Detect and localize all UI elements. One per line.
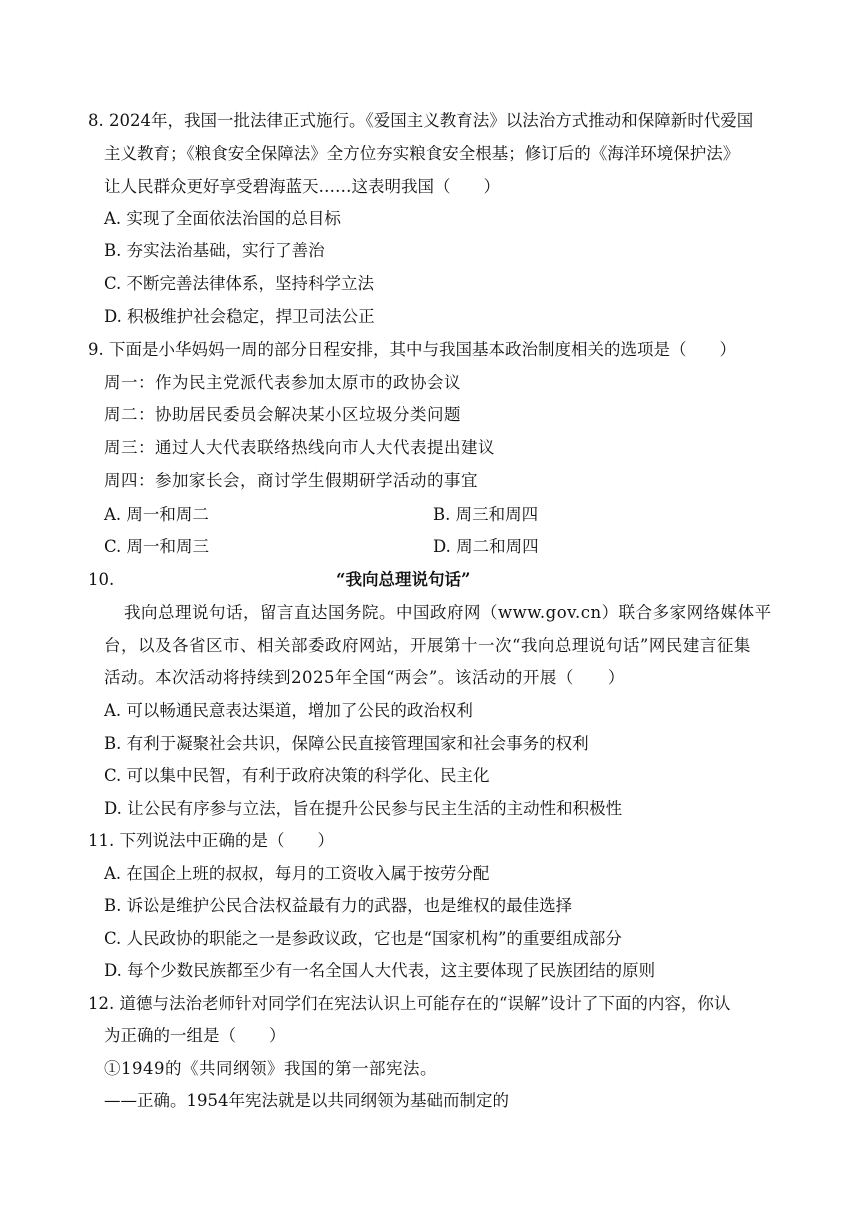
q9-schedule-monday: 周一：作为民主党派代表参加太原市的政协会议 bbox=[104, 373, 461, 392]
q10-option-c: C. 可以集中民智，有利于政府决策的科学化、民主化 bbox=[104, 766, 490, 785]
q8-stem-line-1: 8. 2024年，我国一批法律正式施行。《爱国主义教育法》以法治方式推动和保障新时代爱国 bbox=[88, 111, 754, 130]
q8-option-c: C. 不断完善法律体系，坚持科学立法 bbox=[104, 274, 375, 293]
q11-option-b: B. 诉讼是维护公民合法权益最有力的武器，也是维权的最佳选择 bbox=[104, 896, 573, 915]
q11-option-d: D. 每个少数民族都至少有一名全国人大代表，这主要体现了民族团结的原则 bbox=[104, 961, 656, 980]
q12-answer-1: ——正确。1954年宪法就是以共同纲领为基础而制定的 bbox=[104, 1091, 509, 1110]
q12-stem-line-1: 12. 道德与法治老师针对同学们在宪法认识上可能存在的“误解”设计了下面的内容，你认 bbox=[88, 994, 731, 1013]
q8-stem-line-2: 主义教育；《粮食安全保障法》全方位夯实粮食安全根基；修订后的《海洋环境保护法》 bbox=[104, 144, 740, 163]
q10-option-a: A. 可以畅通民意表达渠道，增加了公民的政治权利 bbox=[104, 701, 473, 720]
q10-option-d: D. 让公民有序参与立法，旨在提升公民参与民主生活的主动性和积极性 bbox=[104, 799, 623, 818]
q8-option-d: D. 积极维护社会稳定，捍卫司法公正 bbox=[104, 307, 375, 326]
q10-number: 10. bbox=[88, 570, 115, 589]
q10-passage-line-1: 我向总理说句话，留言直达国务院。中国政府网（www.gov.cn）联合多家网络媒体平 bbox=[124, 603, 772, 622]
q12-item-1: ①1949的《共同纲领》我国的第一部宪法。 bbox=[104, 1059, 437, 1078]
q10-passage-line-3: 活动。本次活动将持续到2025年全国“两会”。该活动的开展（ ） bbox=[104, 668, 625, 687]
q8-option-a: A. 实现了全面依法治国的总目标 bbox=[104, 209, 341, 228]
q11-option-a: A. 在国企上班的叔叔，每月的工资收入属于按劳分配 bbox=[104, 864, 490, 883]
q9-option-a: A. 周一和周二 bbox=[104, 505, 209, 524]
q9-option-b: B. 周三和周四 bbox=[433, 505, 539, 524]
q12-stem-line-2: 为正确的一组是（ ） bbox=[104, 1026, 286, 1045]
q9-schedule-wednesday: 周三：通过人大代表联络热线向市人大代表提出建议 bbox=[104, 438, 495, 457]
q10-title: “我向总理说句话” bbox=[336, 570, 471, 589]
q9-option-d: D. 周二和周四 bbox=[433, 537, 539, 556]
q9-schedule-thursday: 周四：参加家长会，商讨学生假期研学活动的事宜 bbox=[104, 471, 478, 490]
q8-option-b: B. 夯实法治基础，实行了善治 bbox=[104, 241, 325, 260]
q11-option-c: C. 人民政协的职能之一是参政议政，它也是“国家机构”的重要组成部分 bbox=[104, 929, 622, 948]
q10-passage-line-2: 台，以及各省区市、相关部委政府网站，开展第十一次“我向总理说句话”网民建言征集 bbox=[104, 636, 751, 655]
q11-stem: 11. 下列说法中正确的是（ ） bbox=[88, 831, 334, 850]
q10-option-b: B. 有利于凝聚社会共识，保障公民直接管理国家和社会事务的权利 bbox=[104, 734, 589, 753]
q9-stem: 9. 下面是小华妈妈一周的部分日程安排，其中与我国基本政治制度相关的选项是（ ） bbox=[88, 340, 736, 359]
q9-option-c: C. 周一和周三 bbox=[104, 537, 210, 556]
q8-stem-line-3: 让人民群众更好享受碧海蓝天……这表明我国（ ） bbox=[104, 177, 500, 196]
q9-schedule-tuesday: 周二：协助居民委员会解决某小区垃圾分类问题 bbox=[104, 405, 461, 424]
